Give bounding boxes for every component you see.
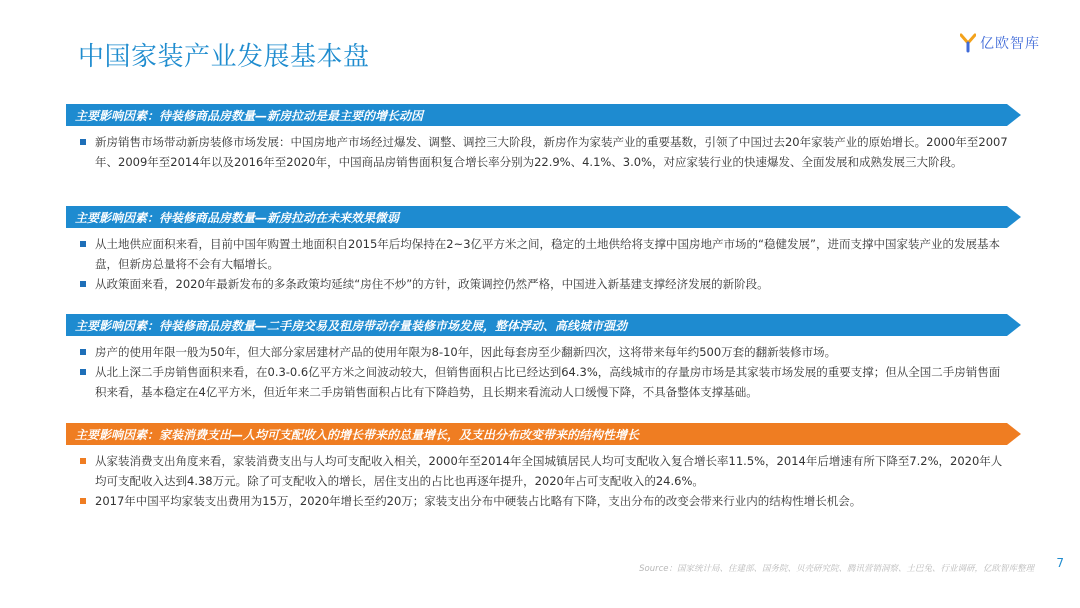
section-banner [66, 104, 1021, 126]
bullet-square-icon [80, 241, 86, 247]
list-item: 2017年中国平均家装支出费用为15万，2020年增长至约20万；家装支出分布中硬装占比略有下降，支出分布的改变会带来行业内的结构性增长机会。 [66, 491, 1011, 511]
section-heading: 主要影响因素：待装修商品房数量—新房拉动在未来效果微弱 [75, 211, 400, 225]
list-item: 房产的使用年限一般为50年，但大部分家居建材产品的使用年限为8-10年，因此每套房至少翻新四次，这将带来每年约500万套的翻新装修市场。 [66, 342, 1011, 362]
section-home-decoration-spending [66, 423, 1021, 511]
list-item: 从政策面来看，2020年最新发布的多条政策均延续“房住不炒”的方针，政策调控仍然严格，中国进入新基建支撑经济发展的新阶段。 [66, 274, 1011, 294]
bullet-square-icon [80, 139, 86, 145]
list-item: 从土地供应面积来看，目前中国年购置土地面积自2015年后均保持在2~3亿平方米之间，稳定的土地供给将支撑中国房地产市场的“稳健发展”，进而支撑中国家装产业的发展基本盘，但新房总量将不会有大幅增长。 [66, 234, 1011, 274]
list-item: 新房销售市场带动新房装修市场发展：中国房地产市场经过爆发、调整、调控三大阶段，新房作为家装产业的重要基数，引领了中国过去20年家装产业的原始增长。2000年至2007年、2009年至2014年以及2016年至2020年，中国商品房销售面积复合增长率分别为22.9%、4.1%、3.0%，对应家装行业的快速爆发、全面发展和成熟发展三大阶段。 [66, 132, 1011, 172]
section-heading: 主要影响因素：待装修商品房数量—新房拉动是最主要的增长动因 [75, 109, 424, 123]
section-banner [66, 423, 1021, 445]
section-new-housing-future [66, 206, 1021, 294]
bullet-square-icon [80, 369, 86, 375]
bullet-list [66, 451, 1011, 511]
page-number: 7 [1056, 556, 1064, 570]
bullet-list [66, 342, 1011, 402]
logo-text: 亿欧智库 [980, 36, 1040, 52]
bullet-square-icon [80, 349, 86, 355]
bullet-square-icon [80, 498, 86, 504]
brand-logo [960, 33, 1040, 53]
section-banner [66, 206, 1021, 228]
section-heading: 主要影响因素：待装修商品房数量—二手房交易及租房带动存量装修市场发展，整体浮动、高线城市强劲 [75, 319, 628, 333]
bullet-square-icon [80, 281, 86, 287]
section-banner [66, 314, 1021, 336]
bullet-square-icon [80, 458, 86, 464]
bullet-list [66, 234, 1011, 294]
bullet-list [66, 132, 1011, 172]
list-item: 从北上深二手房销售面积来看，在0.3-0.6亿平方米之间波动较大，但销售面积占比已经达到64.3%，高线城市的存量房市场是其家装市场发展的重要支撑；但从全国二手房销售面积来看，基本稳定在4亿平方米，但近年来二手房销售面积占比有下降趋势，且长期来看流动人口缓慢下降，不具备整体支撑基础。 [66, 362, 1011, 402]
source-note: Source：国家统计局、住建部、国务院、贝壳研究院、腾讯营销洞察、土巴兔、行业调研，亿欧智库整理 [639, 564, 1034, 574]
page-title: 中国家装产业发展基本盘 [78, 42, 370, 72]
section-second-hand-housing [66, 314, 1021, 402]
yiou-logo-icon [960, 33, 976, 53]
section-new-housing-growth [66, 104, 1021, 172]
list-item: 从家装消费支出角度来看，家装消费支出与人均可支配收入相关，2000年至2014年全国城镇居民人均可支配收入复合增长率11.5%，2014年后增速有所下降至7.2%，2020年人均可支配收入达到4.38万元。除了可支配收入的增长，居住支出的占比也再逐年提升，2020年占可支配收入的24.6%。 [66, 451, 1011, 491]
section-heading: 主要影响因素：家装消费支出—人均可支配收入的增长带来的总量增长，及支出分布改变带来的结构性增长 [75, 428, 640, 442]
